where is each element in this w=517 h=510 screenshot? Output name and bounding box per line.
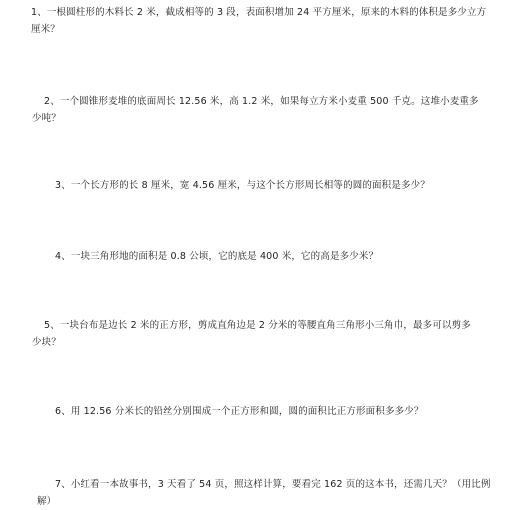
problem-7: [37, 476, 491, 510]
problem-3-line-1: 3、一个长方形的长 8 厘米，宽 4.56 厘米，与这个长方形周长相等的圆的面积是多少？: [55, 180, 430, 191]
problem-7-line-1: 7、小红看一本故事书，3 天看了 54 页，照这样计算，要看完 162 页的这本书，还需几天？（用比例: [55, 479, 491, 490]
problem-1-line-1: 1、一根圆柱形的木料长 2 米，截成相等的 3 段，表面积增加 24 平方厘米，原来的木料的体积是多少立方: [31, 7, 487, 18]
problem-5-line-2: 少块？: [32, 337, 61, 348]
problem-4-line-1: 4、一块三角形地的面积是 0.8 公顷，它的底是 400 米，它的高是多少米？: [55, 251, 379, 262]
problem-5: [32, 317, 471, 351]
problem-2: [32, 93, 479, 127]
problem-2-line-1: 2、一个圆锥形麦堆的底面周长 12.56 米，高 1.2 米，如果每立方米小麦重 500 千克。这堆小麦重多: [44, 96, 479, 107]
problem-2-line-2: 少吨？: [32, 113, 61, 124]
problem-1: [31, 4, 486, 38]
problem-5-line-1: 5、一块台布是边长 2 米的正方形，剪成直角边是 2 分米的等腰直角三角形小三角巾，最多可以剪多: [44, 320, 471, 331]
problem-6: [55, 403, 424, 420]
problem-3: [55, 177, 430, 194]
problem-4: [55, 248, 378, 265]
problem-7-line-2: 解）: [37, 496, 57, 507]
problem-1-line-2: 厘米？: [31, 24, 60, 35]
problem-6-line-1: 6、用 12.56 分米长的铅丝分别围成一个正方形和圆，圆的面积比正方形面积多多少？: [55, 406, 424, 417]
